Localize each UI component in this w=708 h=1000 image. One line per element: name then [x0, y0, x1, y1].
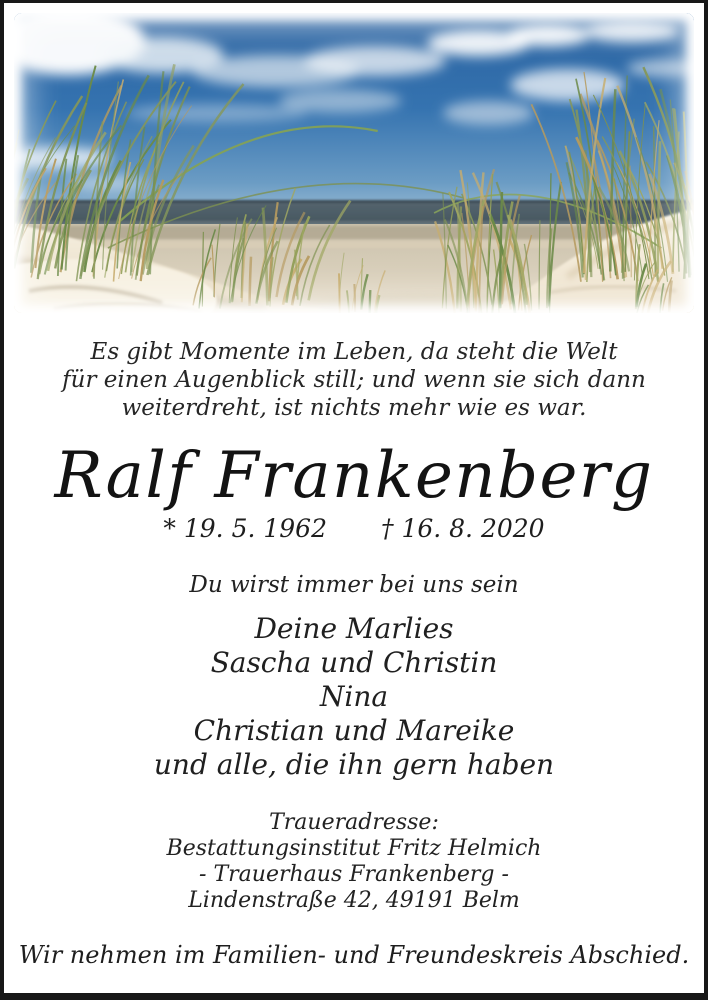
poem: [4, 338, 704, 422]
farewell-text: Wir nehmen im Familien- und Freundeskreis Abschied.: [18, 941, 690, 969]
poem-line: Es gibt Momente im Leben, da steht die Welt: [90, 339, 618, 365]
grass-blade: [339, 273, 340, 313]
mourner-line: Deine Marlies: [254, 612, 454, 645]
beach-photo: [14, 13, 694, 313]
mourning-address: [4, 810, 704, 914]
grass-blade: [250, 257, 251, 306]
mourner-line: und alle, die ihn gern haben: [153, 748, 555, 781]
deceased-name: Ralf Frankenberg: [54, 439, 654, 513]
address-line: Lindenstraße 42, 49191 Belm: [188, 888, 520, 913]
grass-blade: [370, 290, 371, 313]
address-line: Bestattungsinstitut Fritz Helmich: [166, 836, 542, 861]
life-dates: [4, 514, 704, 544]
address-line: - Trauerhaus Frankenberg -: [199, 862, 509, 887]
poem-line: weiterdreht, ist nichts mehr wie es war.: [121, 395, 587, 421]
beach-photo-art: [14, 13, 694, 313]
poem-line: für einen Augenblick still; und wenn sie sich dann: [62, 367, 646, 393]
grass-blade: [354, 284, 355, 312]
obituary-card: [4, 3, 704, 993]
mourner-line: Sascha und Christin: [210, 646, 498, 679]
address-label: Traueradresse:: [269, 810, 439, 835]
mourners-list: [4, 612, 704, 782]
mourner-line: Nina: [319, 680, 389, 713]
dedication-text: Du wirst immer bei uns sein: [189, 572, 519, 598]
death-date: † 16. 8. 2020: [381, 514, 545, 543]
birth-date: * 19. 5. 1962: [163, 514, 327, 543]
mourner-line: Christian und Mareike: [193, 714, 515, 747]
